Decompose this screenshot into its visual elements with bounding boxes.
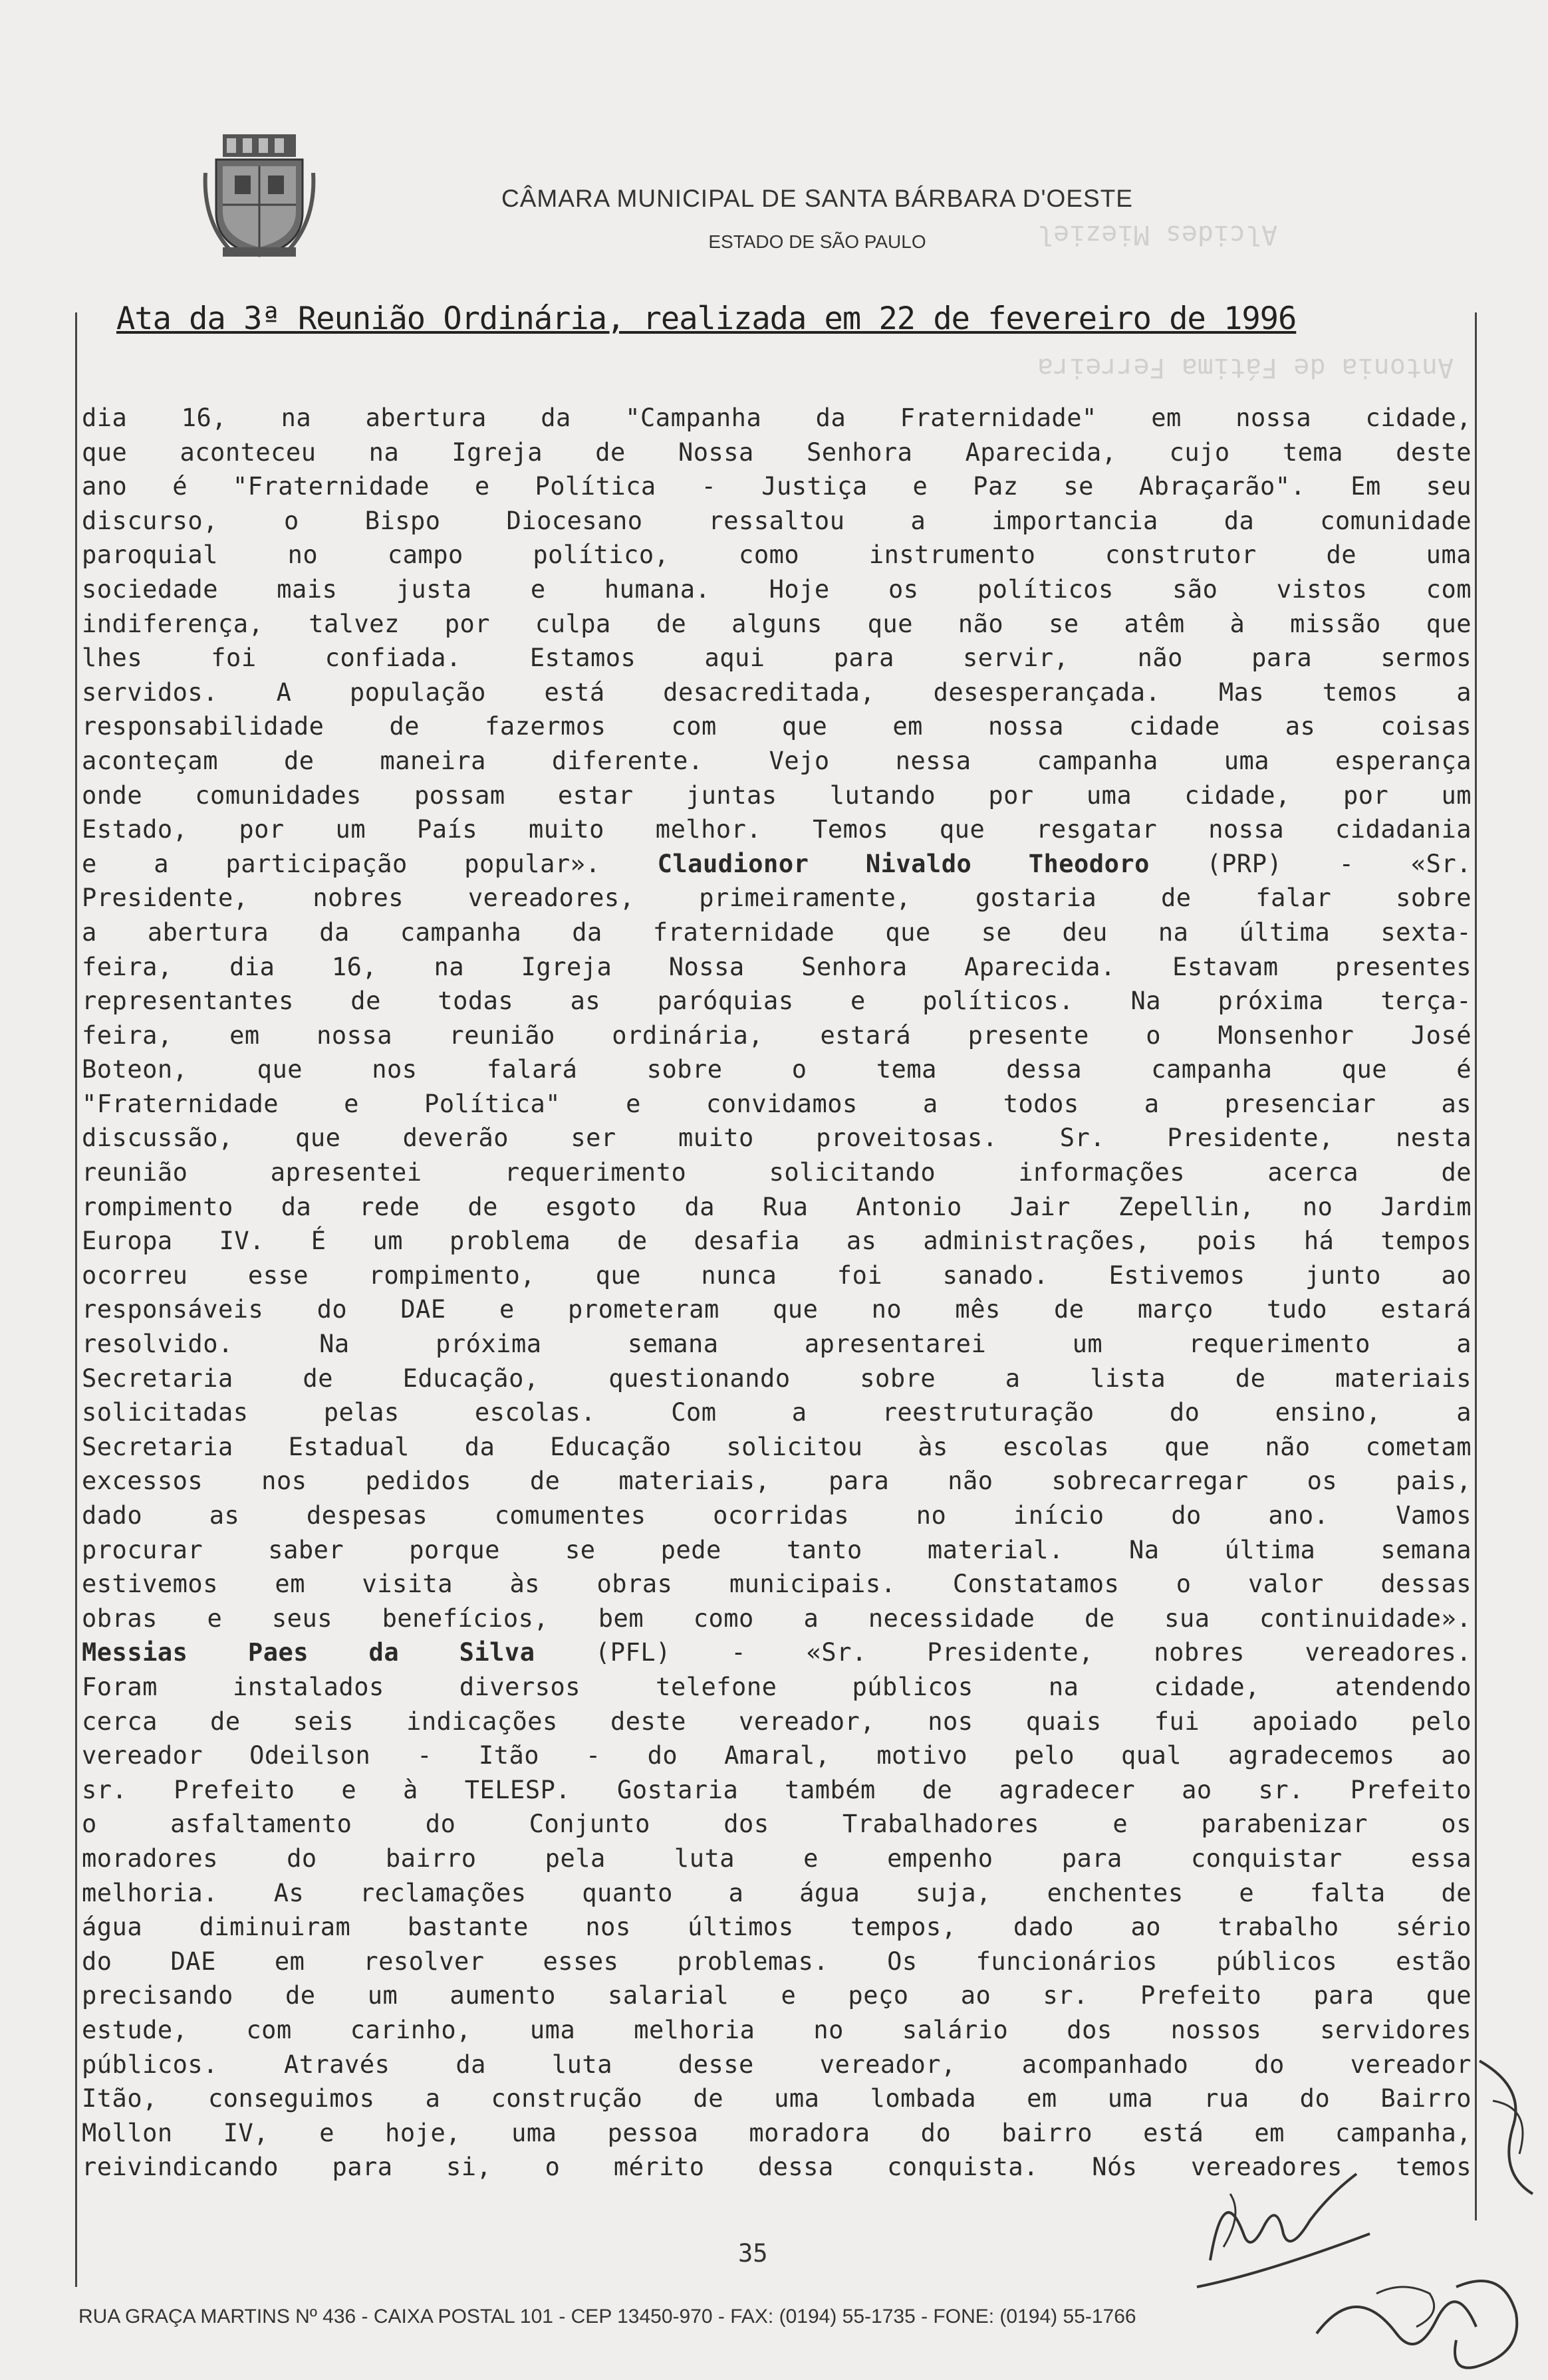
body-line: indiferença, talvez por culpa de alguns que não se atêm à missão que <box>82 609 1472 638</box>
body-line: Itão, conseguimos a construção de uma lombada em uma rua do Bairro <box>82 2084 1472 2113</box>
body-line: servidos. A população está desacreditada, desesperançada. Mas temos a <box>82 677 1472 707</box>
speaker-name: Claudionor Nivaldo Theodoro <box>657 849 1150 878</box>
body-line: ano é "Fraternidade e Política - Justiça e Paz se Abraçarão". Em seu <box>82 472 1472 501</box>
body-line: excessos nos pedidos de materiais, para não sobrecarregar os pais, <box>82 1467 1472 1496</box>
body-line: dia 16, na abertura da "Campanha da Fraternidade" em nossa cidade, <box>82 404 1472 432</box>
line-text: (PRP) - «Sr. <box>1149 849 1472 878</box>
body-line: o asfaltamento do Conjunto dos Trabalhadores e parabenizar os <box>82 1810 1472 1839</box>
body-line: sociedade mais justa e humana. Hoje os políticos são vistos com <box>82 574 1472 604</box>
body-line: Boteon, que nos falará sobre o tema dessa campanha que é <box>82 1055 1472 1084</box>
body-line: a abertura da campanha da fraternidade que se deu na última sexta- <box>82 917 1472 947</box>
right-margin-rule <box>1475 312 1477 2220</box>
body-line: moradores do bairro pela luta e empenho para conquistar essa <box>82 1844 1472 1873</box>
line-text: (PFL) - «Sr. Presidente, nobres vereadores. <box>535 1638 1472 1667</box>
body-line: precisando de um aumento salarial e peço ao sr. Prefeito para que <box>82 1981 1472 2010</box>
body-line: lhes foi confiada. Estamos aqui para servir, não para sermos <box>82 644 1472 673</box>
bleed-through-line-2: Antonia de Fátima Ferreira <box>1037 352 1454 383</box>
body-line: responsáveis do DAE e prometeram que no mês de março tudo estará <box>82 1295 1472 1324</box>
body-line: do DAE em resolver esses problemas. Os funcionários públicos estão <box>82 1947 1472 1976</box>
body-line: feira, dia 16, na Igreja Nossa Senhora Aparecida. Estavam presentes <box>82 952 1472 981</box>
body-line: dado as despesas comumentes ocorridas no início do ano. Vamos <box>82 1501 1472 1530</box>
body-line: Secretaria de Educação, questionando sobre a lista de materiais <box>82 1364 1472 1393</box>
body-line: paroquial no campo político, como instrumento construtor de uma <box>82 540 1472 570</box>
body-line: reivindicando para si, o mérito dessa conquista. Nós vereadores temos <box>82 2153 1472 2182</box>
left-margin-rule <box>75 312 77 2287</box>
speaker-name: Messias Paes da Silva <box>82 1638 535 1667</box>
body-line: responsabilidade de fazermos com que em nossa cidade as coisas <box>82 712 1472 741</box>
body-line: públicos. Através da luta desse vereador, acompanhado do vereador <box>82 2050 1472 2079</box>
header-title: CÂMARA MUNICIPAL DE SANTA BÁRBARA D'OESTE <box>501 185 1133 212</box>
body-line: cerca de seis indicações deste vereador, nos quais fui apoiado pelo <box>82 1707 1472 1736</box>
body-line: que aconteceu na Igreja de Nossa Senhora Aparecida, cujo tema deste <box>82 437 1472 467</box>
body-line: onde comunidades possam estar juntas lutando por uma cidade, por um <box>82 780 1472 810</box>
body-line: discurso, o Bispo Diocesano ressaltou a importancia da comunidade <box>82 506 1472 535</box>
bleed-through-line-1: Alcides Mieziel <box>1037 219 1278 250</box>
body-line: Foram instalados diversos telefone públicos na cidade, atendendo <box>82 1672 1472 1701</box>
body-line: água diminuiram bastante nos últimos tempos, dado ao trabalho sério <box>82 1913 1472 1942</box>
minutes-title: Ata da 3ª Reunião Ordinária, realizada em 22 de fevereiro de 1996 <box>116 300 1297 337</box>
handwritten-signature-3 <box>1473 2048 1546 2201</box>
body-line: rompimento da rede de esgoto da Rua Antonio Jair Zepellin, no Jardim <box>82 1192 1472 1221</box>
body-line: representantes de todas as paróquias e políticos. Na próxima terça- <box>82 987 1472 1016</box>
body-line <box>82 847 1472 882</box>
body-line: "Fraternidade e Política" e convidamos a todos a presenciar as <box>82 1089 1472 1118</box>
body-line: estude, com carinho, uma melhoria no salário dos nossos servidores <box>82 2015 1472 2044</box>
body-line: feira, em nossa reunião ordinária, estará presente o Monsenhor José <box>82 1020 1472 1050</box>
line-text: e a participação popular». <box>82 849 658 878</box>
body-line: Estado, por um País muito melhor. Temos que resgatar nossa cidadania <box>82 815 1472 844</box>
body-line: Secretaria Estadual da Educação solicitou às escolas que não cometam <box>82 1432 1472 1461</box>
body-line: solicitadas pelas escolas. Com a reestruturação do ensino, a <box>82 1398 1472 1427</box>
footer-address: RUA GRAÇA MARTINS Nº 436 - CAIXA POSTAL 101 - CEP 13450-970 - FAX: (0194) 55-1735 - FONE: (0194) 55-1766 <box>78 2306 1136 2327</box>
body-line: Presidente, nobres vereadores, primeiramente, gostaria de falar sobre <box>82 884 1472 913</box>
body-line: aconteçam de maneira diferente. Vejo nessa campanha uma esperança <box>82 746 1472 775</box>
page-number: 35 <box>738 2239 768 2268</box>
body-line: Europa IV. É um problema de desafia as administrações, pois há tempos <box>82 1227 1472 1256</box>
body-line: resolvido. Na próxima semana apresentarei um requerimento a <box>82 1330 1472 1359</box>
header-subtitle: ESTADO DE SÃO PAULO <box>708 231 926 252</box>
body-line: Mollon IV, e hoje, uma pessoa moradora do bairro está em campanha, <box>82 2118 1472 2147</box>
body-line: vereador Odeilson - Itão - do Amaral, motivo pelo qual agradecemos ao <box>82 1741 1472 1770</box>
body-line: discussão, que deverão ser muito proveitosas. Sr. Presidente, nesta <box>82 1124 1472 1153</box>
body-line: obras e seus benefícios, bem como a necessidade de sua continuidade». <box>82 1604 1472 1633</box>
handwritten-signature-2 <box>1303 2254 1529 2380</box>
body-line: melhoria. As reclamações quanto a água suja, enchentes e falta de <box>82 1878 1472 1907</box>
body-line: sr. Prefeito e à TELESP. Gostaria também de agradecer ao sr. Prefeito <box>82 1775 1472 1804</box>
body-line: reunião apresentei requerimento solicitando informações acerca de <box>82 1158 1472 1187</box>
body-line <box>82 1635 1472 1670</box>
body-line: procurar saber porque se pede tanto material. Na última semana <box>82 1535 1472 1564</box>
minutes-body <box>82 401 1472 2185</box>
body-line: estivemos em visita às obras municipais. Constatamos o valor dessas <box>82 1570 1472 1599</box>
body-line: ocorreu esse rompimento, que nunca foi sanado. Estivemos junto ao <box>82 1260 1472 1290</box>
